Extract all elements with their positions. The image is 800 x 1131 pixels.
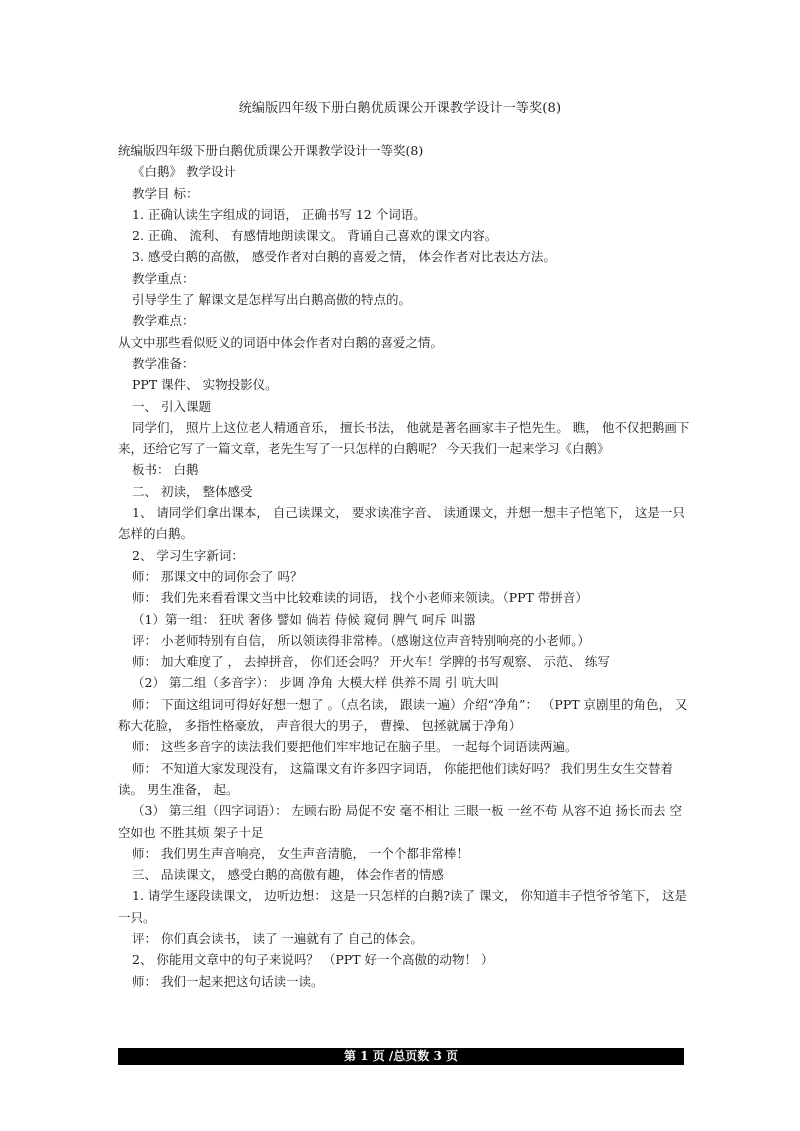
- page-footer: 第 1 页 /总页数 3 页: [118, 1048, 684, 1065]
- paragraph: 评： 小老师特别有自信， 所以领读得非常棒。（感谢这位声音特别响亮的小老师。）: [132, 632, 590, 648]
- paragraph: 师： 我们男生声音响亮， 女生声音清脆， 一个个都非常棒！: [132, 845, 469, 861]
- paragraph: 教学目 标：: [132, 185, 199, 201]
- paragraph: 师： 我们一起来把这句话读一读。: [132, 973, 324, 989]
- paragraph: 师： 这些多音字的读法我们要把他们牢牢地记在脑子里。 一起每个词语读两遍。: [132, 739, 578, 755]
- paragraph: 1. 请学生逐段读课文， 边听边想： 这是一只怎样的白鹅?读了 课文， 你知道丰子恺爷爷笔下， 这是一只。: [118, 888, 687, 925]
- paragraph: 从文中那些看似贬义的词语中体会作者对白鹅的喜爱之情。: [118, 334, 444, 350]
- paragraph: 板书： 白鹅: [132, 462, 199, 478]
- paragraph: PPT 课件、 实物投影仪。: [132, 377, 278, 393]
- paragraph: 同学们， 照片上这位老人精通音乐， 擅长书法， 他就是著名画家丰子恺先生。 瞧， 他不仅把鹅画下来，还给它写了一篇文章，老先生写了一只怎样的白鹅呢？ 今天我们一起来学习《白鹅》: [118, 419, 690, 457]
- paragraph: 一、 引入课题: [132, 398, 211, 414]
- paragraph: 二、 初读， 整体感受: [132, 483, 253, 499]
- paragraph: 师： 不知道大家发现没有， 这篇课文有许多四字词语， 你能把他们读好吗？ 我们男生女生交替着读。 男生准备， 起。: [118, 760, 673, 797]
- paragraph: 统编版四年级下册白鹅优质课公开课教学设计一等奖(8): [118, 143, 424, 158]
- page-title: 统编版四年级下册白鹅优质课公开课教学设计一等奖(8): [238, 101, 562, 116]
- paragraph: 师： 加大难度了 ， 去掉拼音， 你们还会吗？ 开火车！学脾的书写观察、 示范、 练写: [132, 654, 610, 670]
- paragraph: 2、 学习生字新词：: [132, 547, 244, 563]
- document-body: [118, 140, 690, 992]
- paragraph: 2、 你能用文章中的句子来说吗？ （PPT 好一个高傲的动物！ ）: [132, 952, 494, 968]
- paragraph: （2） 第二组（多音字）： 步调 净角 大模大样 供养不周 引 吭大叫: [132, 675, 500, 691]
- paragraph: 师： 那课文中的词你会了 吗？: [132, 568, 303, 584]
- paragraph: 教学重点：: [132, 270, 195, 286]
- paragraph: 三、 品读课文， 感受白鹅的高傲有趣， 体会作者的情感: [132, 867, 444, 883]
- paragraph: 《白鹅》 教学设计: [132, 164, 236, 180]
- paragraph: 教学难点：: [132, 313, 195, 329]
- paragraph: （3） 第三组（四字词语）： 左顾右盼 局促不安 毫不相让 三眼一板 一丝不苟 从容不迫 扬长而去 空空如也 不胜其烦 架子十足: [118, 803, 682, 840]
- paragraph: 1、 请同学们拿出课本， 自己读课文， 要求读准字音、 读通课文，并想一想丰子恺笔下， 这是一只怎样的白鹅。: [118, 505, 685, 542]
- paragraph: 1. 正确认读生字组成的词语， 正确书写 12 个词语。: [132, 206, 426, 222]
- paragraph: 师： 下面这组词可得好好想一想了 。（点名读， 跟读一遍）介绍“净角”： （PPT 京剧里的角色， 又称大花脸， 多指性格豪放， 声音很大的男子， 曹操、 包拯就属于净角）: [118, 696, 688, 734]
- paragraph: 教学准备：: [132, 355, 195, 371]
- paragraph: 3. 感受白鹅的高傲， 感受作者对白鹅的喜爱之情， 体会作者对比表达方法。: [132, 249, 556, 265]
- paragraph: 2. 正确、 流利、 有感情地朗读课文。 背诵自己喜欢的课文内容。: [132, 228, 498, 244]
- paragraph: 师： 我们先来看看课文当中比较难读的词语， 找个小老师来领读。（PPT 带拼音）: [132, 590, 588, 606]
- paragraph: 引导学生了 解课文是怎样写出白鹅高傲的特点的。: [132, 292, 411, 308]
- paragraph: （1）第一组： 狂吠 奢侈 譬如 倘若 侍候 窥伺 脾气 呵斥 叫嚣: [132, 611, 476, 627]
- paragraph: 评： 你们真会读书， 读了 一遍就有了 自己的体会。: [132, 930, 423, 946]
